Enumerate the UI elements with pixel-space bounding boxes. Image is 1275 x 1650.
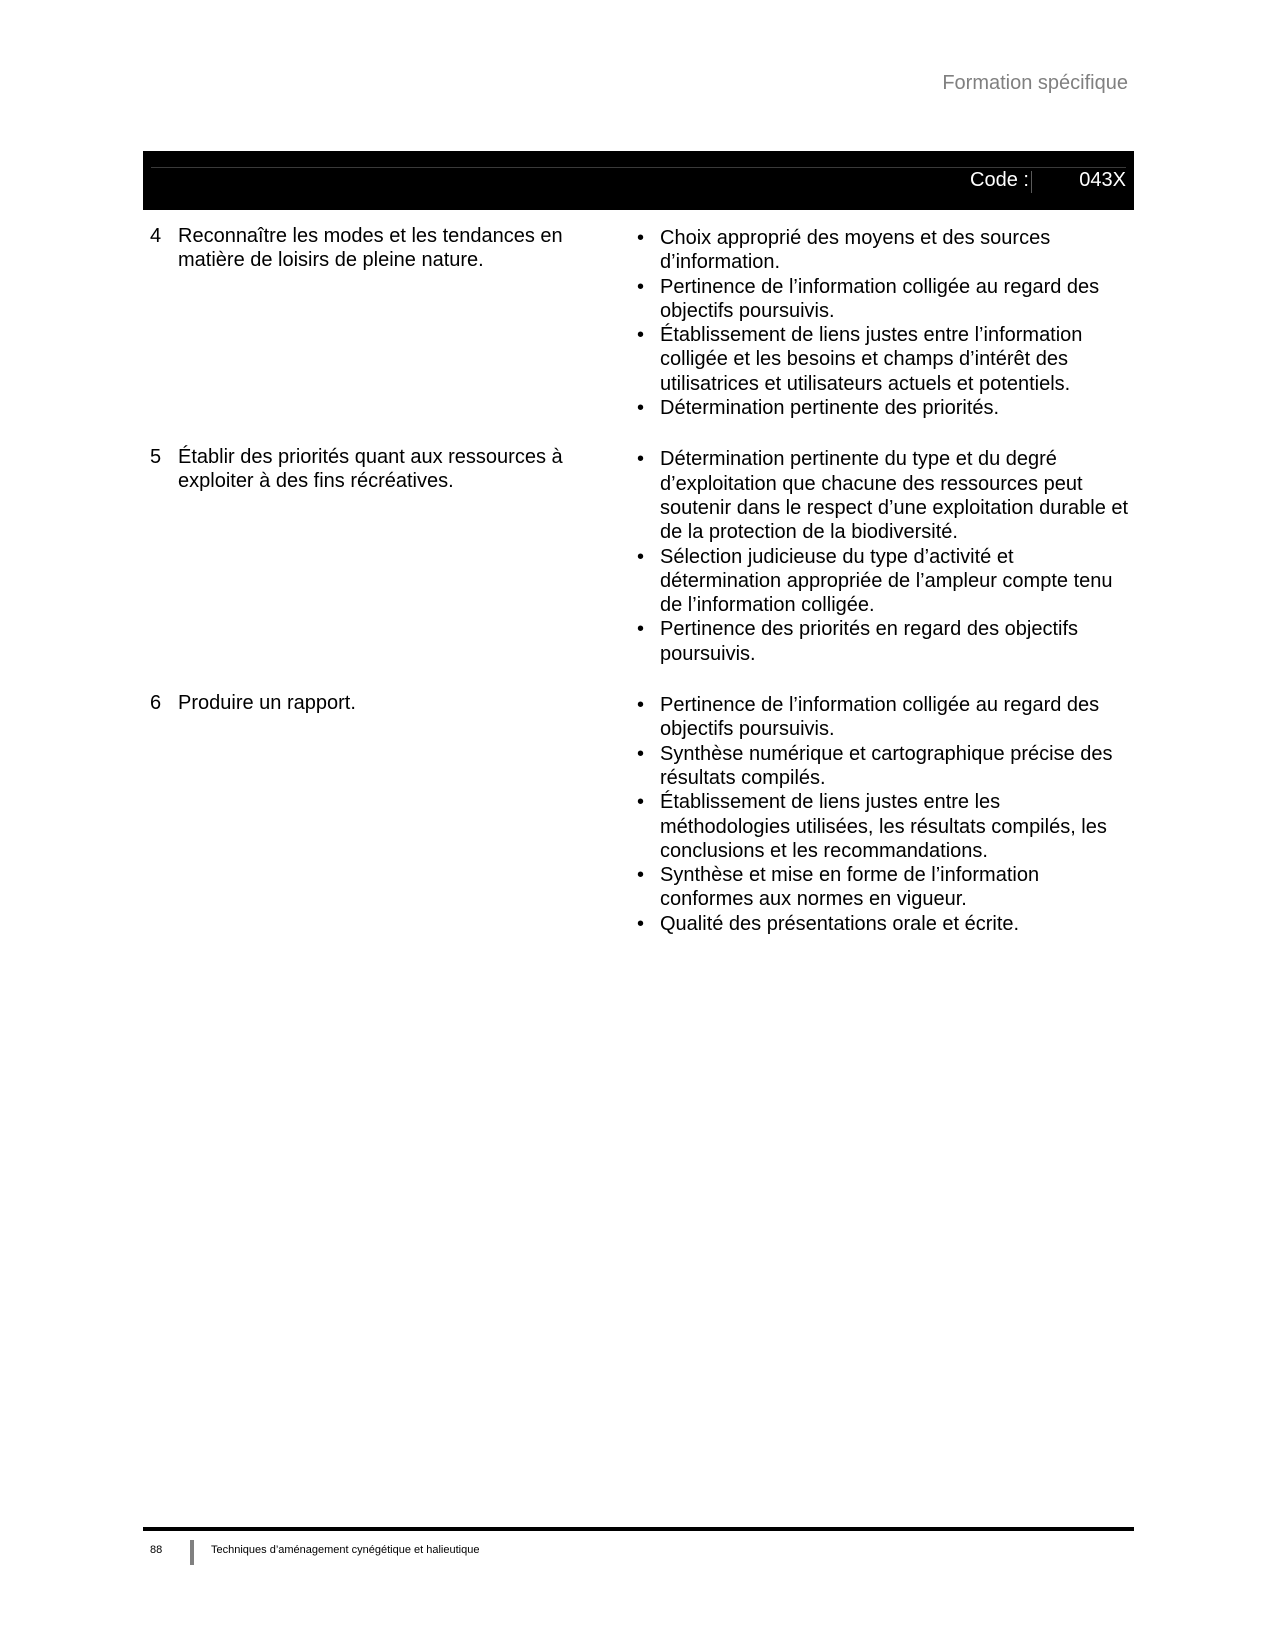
table-row (143, 445, 1134, 666)
bullet-icon: • (637, 864, 645, 887)
bullet-icon: • (637, 324, 645, 347)
criterion-text: Sélection judicieuse du type d’activité et détermination appropriée de l’ampleur compte tenu de l’information colligée. (660, 545, 1113, 617)
criterion-text: Pertinence de l’information colligée au regard des objectifs poursuivis. (660, 694, 1100, 741)
criteria-list (633, 447, 1133, 666)
criterion-text: Synthèse et mise en forme de l’information conformes aux normes en vigueur. (660, 864, 1040, 911)
element-number: 5 (150, 446, 162, 469)
bullet-icon: • (637, 791, 645, 814)
criterion-text: Détermination pertinente du type et du degré d’exploitation que chacune des ressources peut soutenir dans le respect d’une exploitation durable et de la protection de la biodiversité. (660, 448, 1129, 544)
running-header: Formation spécifique (942, 72, 1128, 94)
bullet-icon: • (637, 227, 645, 249)
list-item (633, 275, 1133, 324)
element-cell (143, 224, 633, 272)
code-separator (1031, 171, 1032, 193)
criterion-text: Pertinence de l’information colligée au regard des objectifs poursuivis. (660, 275, 1100, 322)
footer-separator (190, 1540, 194, 1565)
footer-rule (143, 1527, 1134, 1531)
list-item (633, 545, 1133, 618)
code-label: Code : (970, 169, 1029, 191)
code-bar (143, 151, 1134, 210)
bullet-icon: • (637, 448, 645, 471)
criterion-text: Synthèse numérique et cartographique précise des résultats compilés. (660, 742, 1113, 789)
criteria-list (633, 693, 1133, 936)
bullet-icon: • (637, 912, 645, 935)
bullet-icon: • (637, 742, 645, 765)
list-item (633, 863, 1133, 912)
bullet-icon: • (637, 397, 645, 420)
code-bar-rule (151, 167, 1126, 168)
element-number: 6 (150, 692, 162, 715)
element-cell (143, 445, 633, 493)
competency-table (143, 224, 1134, 936)
table-row (143, 691, 1134, 936)
list-item (633, 396, 1133, 420)
criterion-text: Établissement de liens justes entre les méthodologies utilisées, les résultats compilés, les conclusions et les recommandations. (660, 791, 1107, 862)
bullet-icon: • (637, 275, 645, 298)
list-item (633, 693, 1133, 742)
element-text: Produire un rapport. (178, 692, 356, 715)
criterion-text: Détermination pertinente des priorités. (660, 397, 1000, 420)
criterion-text: Choix approprié des moyens et des sources d’information. (660, 227, 1051, 274)
element-cell (143, 691, 633, 715)
element-text: Reconnaître les modes et les tendances en matière de loisirs de pleine nature. (178, 225, 563, 271)
list-item (633, 742, 1133, 791)
bullet-icon: • (637, 694, 645, 717)
criterion-text: Qualité des présentations orale et écrite. (660, 912, 1020, 935)
criterion-text: Établissement de liens justes entre l’information colligée et les besoins et champs d’intérêt des utilisatrices et utilisateurs actuels et potentiels. (660, 324, 1083, 395)
element-text: Établir des priorités quant aux ressources à exploiter à des fins récréatives. (178, 446, 563, 493)
list-item (633, 617, 1133, 666)
list-item (633, 323, 1133, 396)
criteria-list (633, 226, 1133, 420)
bullet-icon: • (637, 545, 645, 568)
list-item (633, 912, 1133, 936)
criterion-text: Pertinence des priorités en regard des objectifs poursuivis. (660, 618, 1079, 665)
element-number: 4 (150, 225, 162, 247)
code-value: 043X (1079, 169, 1126, 191)
list-item (633, 790, 1133, 863)
list-item (633, 226, 1133, 275)
footer-title: Techniques d’aménagement cynégétique et halieutique (211, 1544, 480, 1556)
list-item (633, 447, 1133, 544)
bullet-icon: • (637, 618, 645, 641)
footer-page-number: 88 (150, 1544, 163, 1556)
table-row (143, 224, 1134, 420)
